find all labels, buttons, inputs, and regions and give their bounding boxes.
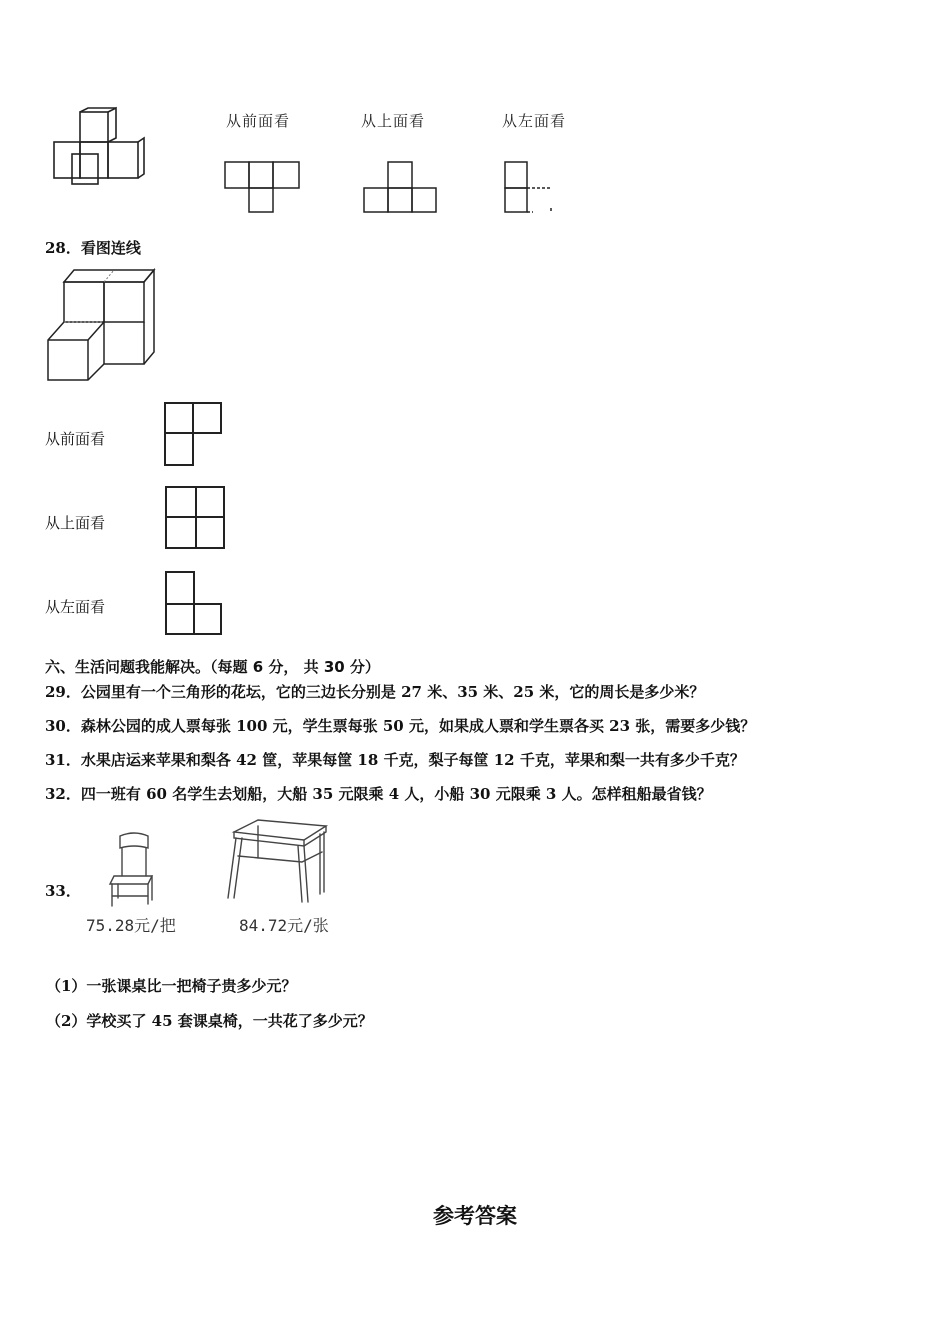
q28-top-label: 从上面看: [45, 514, 106, 532]
chair-price: 75.28元/把: [86, 916, 176, 935]
q28-title: 28．看图连线: [45, 239, 141, 257]
q27-left-label: 从左面看: [502, 112, 567, 130]
cube-stack-figure-27: [50, 108, 150, 188]
q27-left-view: [503, 160, 558, 215]
block-solid-figure-28: [46, 268, 158, 386]
question-32: 32．四一班有 60 名学生去划船，大船 35 元限乘 4 人，小船 30 元限乘 3 人。怎样租船最省钱？: [45, 785, 712, 803]
desk-price: 84.72元/张: [239, 916, 329, 935]
chair-illustration: [104, 830, 164, 908]
q28-left-view: [163, 570, 225, 638]
answer-title: 参考答案: [433, 1204, 517, 1228]
q33-sub1: （1）一张课桌比一把椅子贵多少元？: [46, 977, 297, 995]
q27-front-view: [225, 160, 305, 215]
section6-title: 六、生活问题我能解决。（每题 6 分， 共 30 分）: [45, 658, 380, 676]
desk-illustration: [220, 818, 330, 906]
q27-top-view: [362, 160, 442, 215]
q28-front-view: [163, 401, 225, 469]
q27-top-label: 从上面看: [361, 112, 426, 130]
q28-top-view: [163, 484, 229, 552]
q28-left-label: 从左面看: [45, 598, 106, 616]
q33-number: 33．: [45, 882, 81, 900]
question-31: 31．水果店运来苹果和梨各 42 筐，苹果每筐 18 千克，梨子每筐 12 千克，苹果和梨一共有多少千克？: [45, 751, 745, 769]
q33-sub2: （2）学校买了 45 套课桌椅，一共花了多少元？: [46, 1012, 373, 1030]
question-29: 29．公园里有一个三角形的花坛，它的三边长分别是 27 米、35 米、25 米，它的周长是多少米？: [45, 683, 705, 701]
question-30: 30．森林公园的成人票每张 100 元，学生票每张 50 元，如果成人票和学生票各买 23 张，需要多少钱？: [45, 717, 756, 735]
q27-front-label: 从前面看: [226, 112, 291, 130]
q28-front-label: 从前面看: [45, 430, 106, 448]
